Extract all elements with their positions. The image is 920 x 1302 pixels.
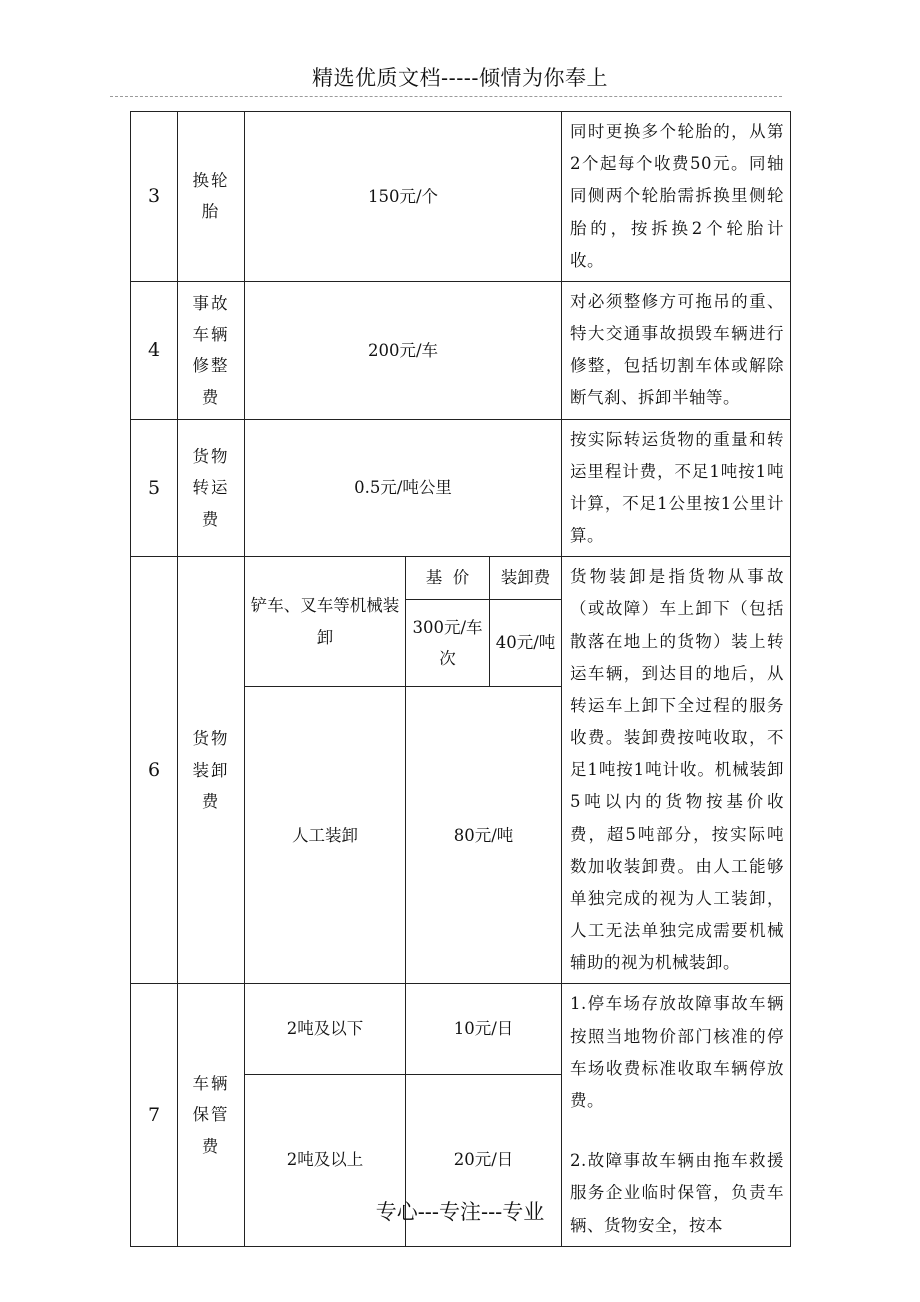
loading-fee-header: 装卸费 [490, 557, 562, 600]
tier-label: 2吨及以上 [245, 1074, 406, 1246]
page-footer: 专心---专注---专业 [375, 1200, 545, 1224]
tier-price: 20元/日 [406, 1074, 562, 1246]
loading-fee-value: 40元/吨 [490, 599, 562, 686]
base-price-header: 基 价 [406, 557, 490, 600]
table-row [131, 984, 791, 1074]
item-price: 150元/个 [245, 112, 562, 282]
manual-label: 人工装卸 [245, 687, 406, 984]
item-name: 货物装卸费 [178, 557, 245, 984]
item-name: 事故车辆修整费 [178, 281, 245, 419]
row-number: 7 [131, 984, 178, 1246]
tier-label: 2吨及以下 [245, 984, 406, 1074]
fee-table [130, 111, 791, 1247]
tier-price: 10元/日 [406, 984, 562, 1074]
row-number: 4 [131, 281, 178, 419]
table-row [131, 557, 791, 600]
table-row [131, 281, 791, 419]
note-gap [570, 1117, 784, 1145]
item-note: 同时更换多个轮胎的，从第2个起每个收费50元。同轴同侧两个轮胎需拆换里侧轮胎的，按拆换2个轮胎计收。 [562, 112, 791, 282]
row-number: 5 [131, 419, 178, 557]
mechanical-label: 铲车、叉车等机械装卸 [245, 557, 406, 687]
row-number: 6 [131, 557, 178, 984]
item-note: 按实际转运货物的重量和转运里程计费，不足1吨按1吨计算，不足1公里按1公里计算。 [562, 419, 791, 557]
item-note: 对必须整修方可拖吊的重、特大交通事故损毁车辆进行修整，包括切割车体或解除断气刹、拆卸半轴等。 [562, 281, 791, 419]
item-name: 车辆保管费 [178, 984, 245, 1246]
page-header: 精选优质文档-----倾情为你奉上 [312, 66, 608, 90]
item-note: 货物装卸是指货物从事故（或故障）车上卸下（包括散落在地上的货物）装上转运车辆，到达目的地后，从转运车上卸下全过程的服务收费。装卸费按吨收取，不足1吨按1吨计收。机械装卸5吨以内的货物按基价收费，超5吨部分，按实际吨数加收装卸费。由人工能够单独完成的视为人工装卸，人工无法单独完成需要机械辅助的视为机械装卸。 [562, 557, 791, 984]
row-number: 3 [131, 112, 178, 282]
item-name: 换轮胎 [178, 112, 245, 282]
note-paragraph: 1.停车场存放故障事故车辆按照当地物价部门核准的停车场收费标准收取车辆停放费。 [570, 994, 784, 1110]
item-price: 200元/车 [245, 281, 562, 419]
header-divider [110, 96, 782, 97]
table-row [131, 419, 791, 557]
item-price: 0.5元/吨公里 [245, 419, 562, 557]
item-name: 货物转运费 [178, 419, 245, 557]
base-price-value: 300元/车次 [406, 599, 490, 686]
table-row [131, 112, 791, 282]
note-paragraph: 2.故障事故车辆由拖车救援服务企业临时保管，负责车辆、货物安全，按本 [570, 1151, 784, 1235]
manual-price: 80元/吨 [406, 687, 562, 984]
